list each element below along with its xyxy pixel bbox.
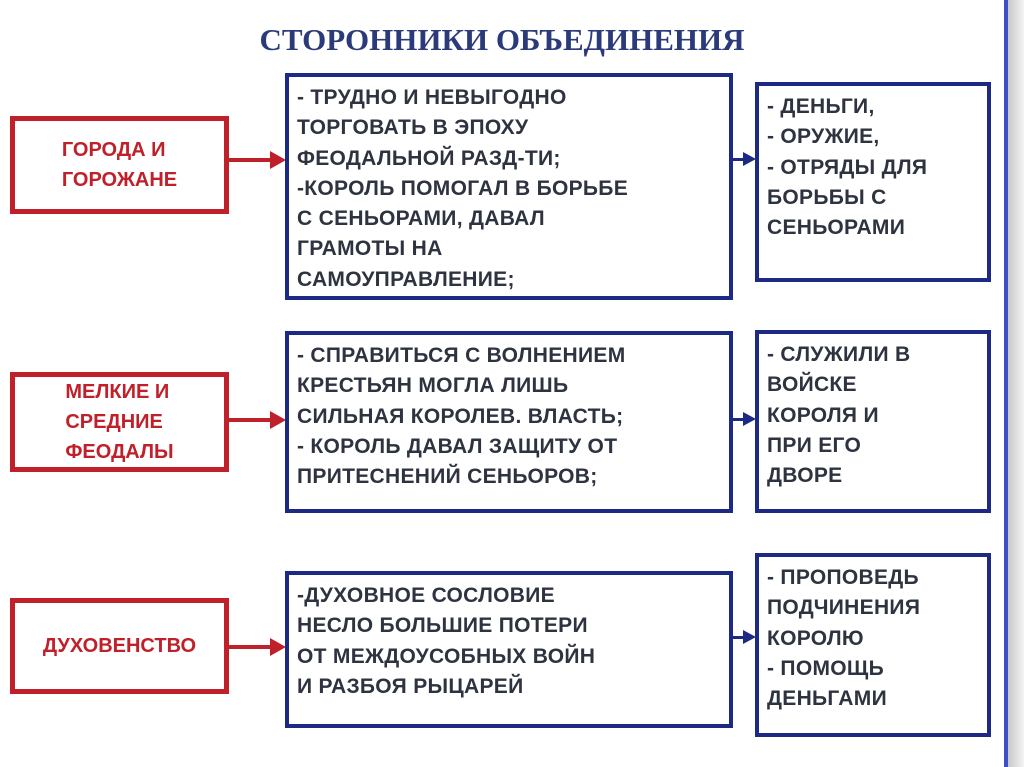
arrow-feudals-reasons	[229, 418, 271, 422]
group-label-clergy: ДУХОВЕНСТВО	[42, 635, 197, 657]
group-label-towns: ГОРОДА И ГОРОЖАНЕ	[61, 139, 178, 191]
support-box-towns: - ДЕНЬГИ, - ОРУЖИЕ, - ОТРЯДЫ ДЛЯ БОРЬБЫ С СЕНЬОРАМИ	[755, 82, 991, 282]
arrow-clergy-reasons	[229, 645, 271, 649]
reasons-box-feudals: - СПРАВИТЬСЯ С ВОЛНЕНИЕМ КРЕСТЬЯН МОГЛА ЛИШЬ СИЛЬНАЯ КОРОЛЕВ. ВЛАСТЬ; - КОРОЛЬ ДАВАЛ ЗАЩИТУ ОТ ПРИТЕСНЕНИЙ СЕНЬОРОВ;	[285, 331, 733, 513]
slide-edge-shadow	[1008, 0, 1024, 767]
support-box-clergy: - ПРОПОВЕДЬ ПОДЧИНЕНИЯ КОРОЛЮ - ПОМОЩЬ ДЕНЬГАМИ	[755, 553, 991, 737]
arrow-head-clergy	[270, 638, 286, 656]
reasons-box-towns: - ТРУДНО И НЕВЫГОДНО ТОРГОВАТЬ В ЭПОХУ ФЕОДАЛЬНОЙ РАЗД-ТИ; -КОРОЛЬ ПОМОГАЛ В БОРЬБЕ С СЕНЬОРАМИ, ДАВАЛ ГРАМОТЫ НА САМОУПРАВЛЕНИЕ;	[285, 73, 733, 300]
support-box-feudals: - СЛУЖИЛИ В ВОЙСКЕ КОРОЛЯ И ПРИ ЕГО ДВОРЕ	[755, 330, 991, 513]
arrow-towns-reasons	[229, 158, 271, 162]
arrow-head-feudals	[270, 411, 286, 429]
group-label-feudals: МЕЛКИЕ И СРЕДНИЕ ФЕОДАЛЫ	[65, 381, 174, 463]
group-box-clergy	[10, 598, 229, 694]
diagram-title: СТОРОННИКИ ОБЪЕДИНЕНИЯ	[259, 22, 745, 57]
reasons-box-clergy: -ДУХОВНОЕ СОСЛОВИЕ НЕСЛО БОЛЬШИЕ ПОТЕРИ ОТ МЕЖДОУСОБНЫХ ВОЙН И РАЗБОЯ РЫЦАРЕЙ	[285, 571, 733, 728]
arrow-head-towns	[270, 151, 286, 169]
group-box-towns	[10, 116, 229, 214]
group-box-feudals	[10, 372, 229, 472]
